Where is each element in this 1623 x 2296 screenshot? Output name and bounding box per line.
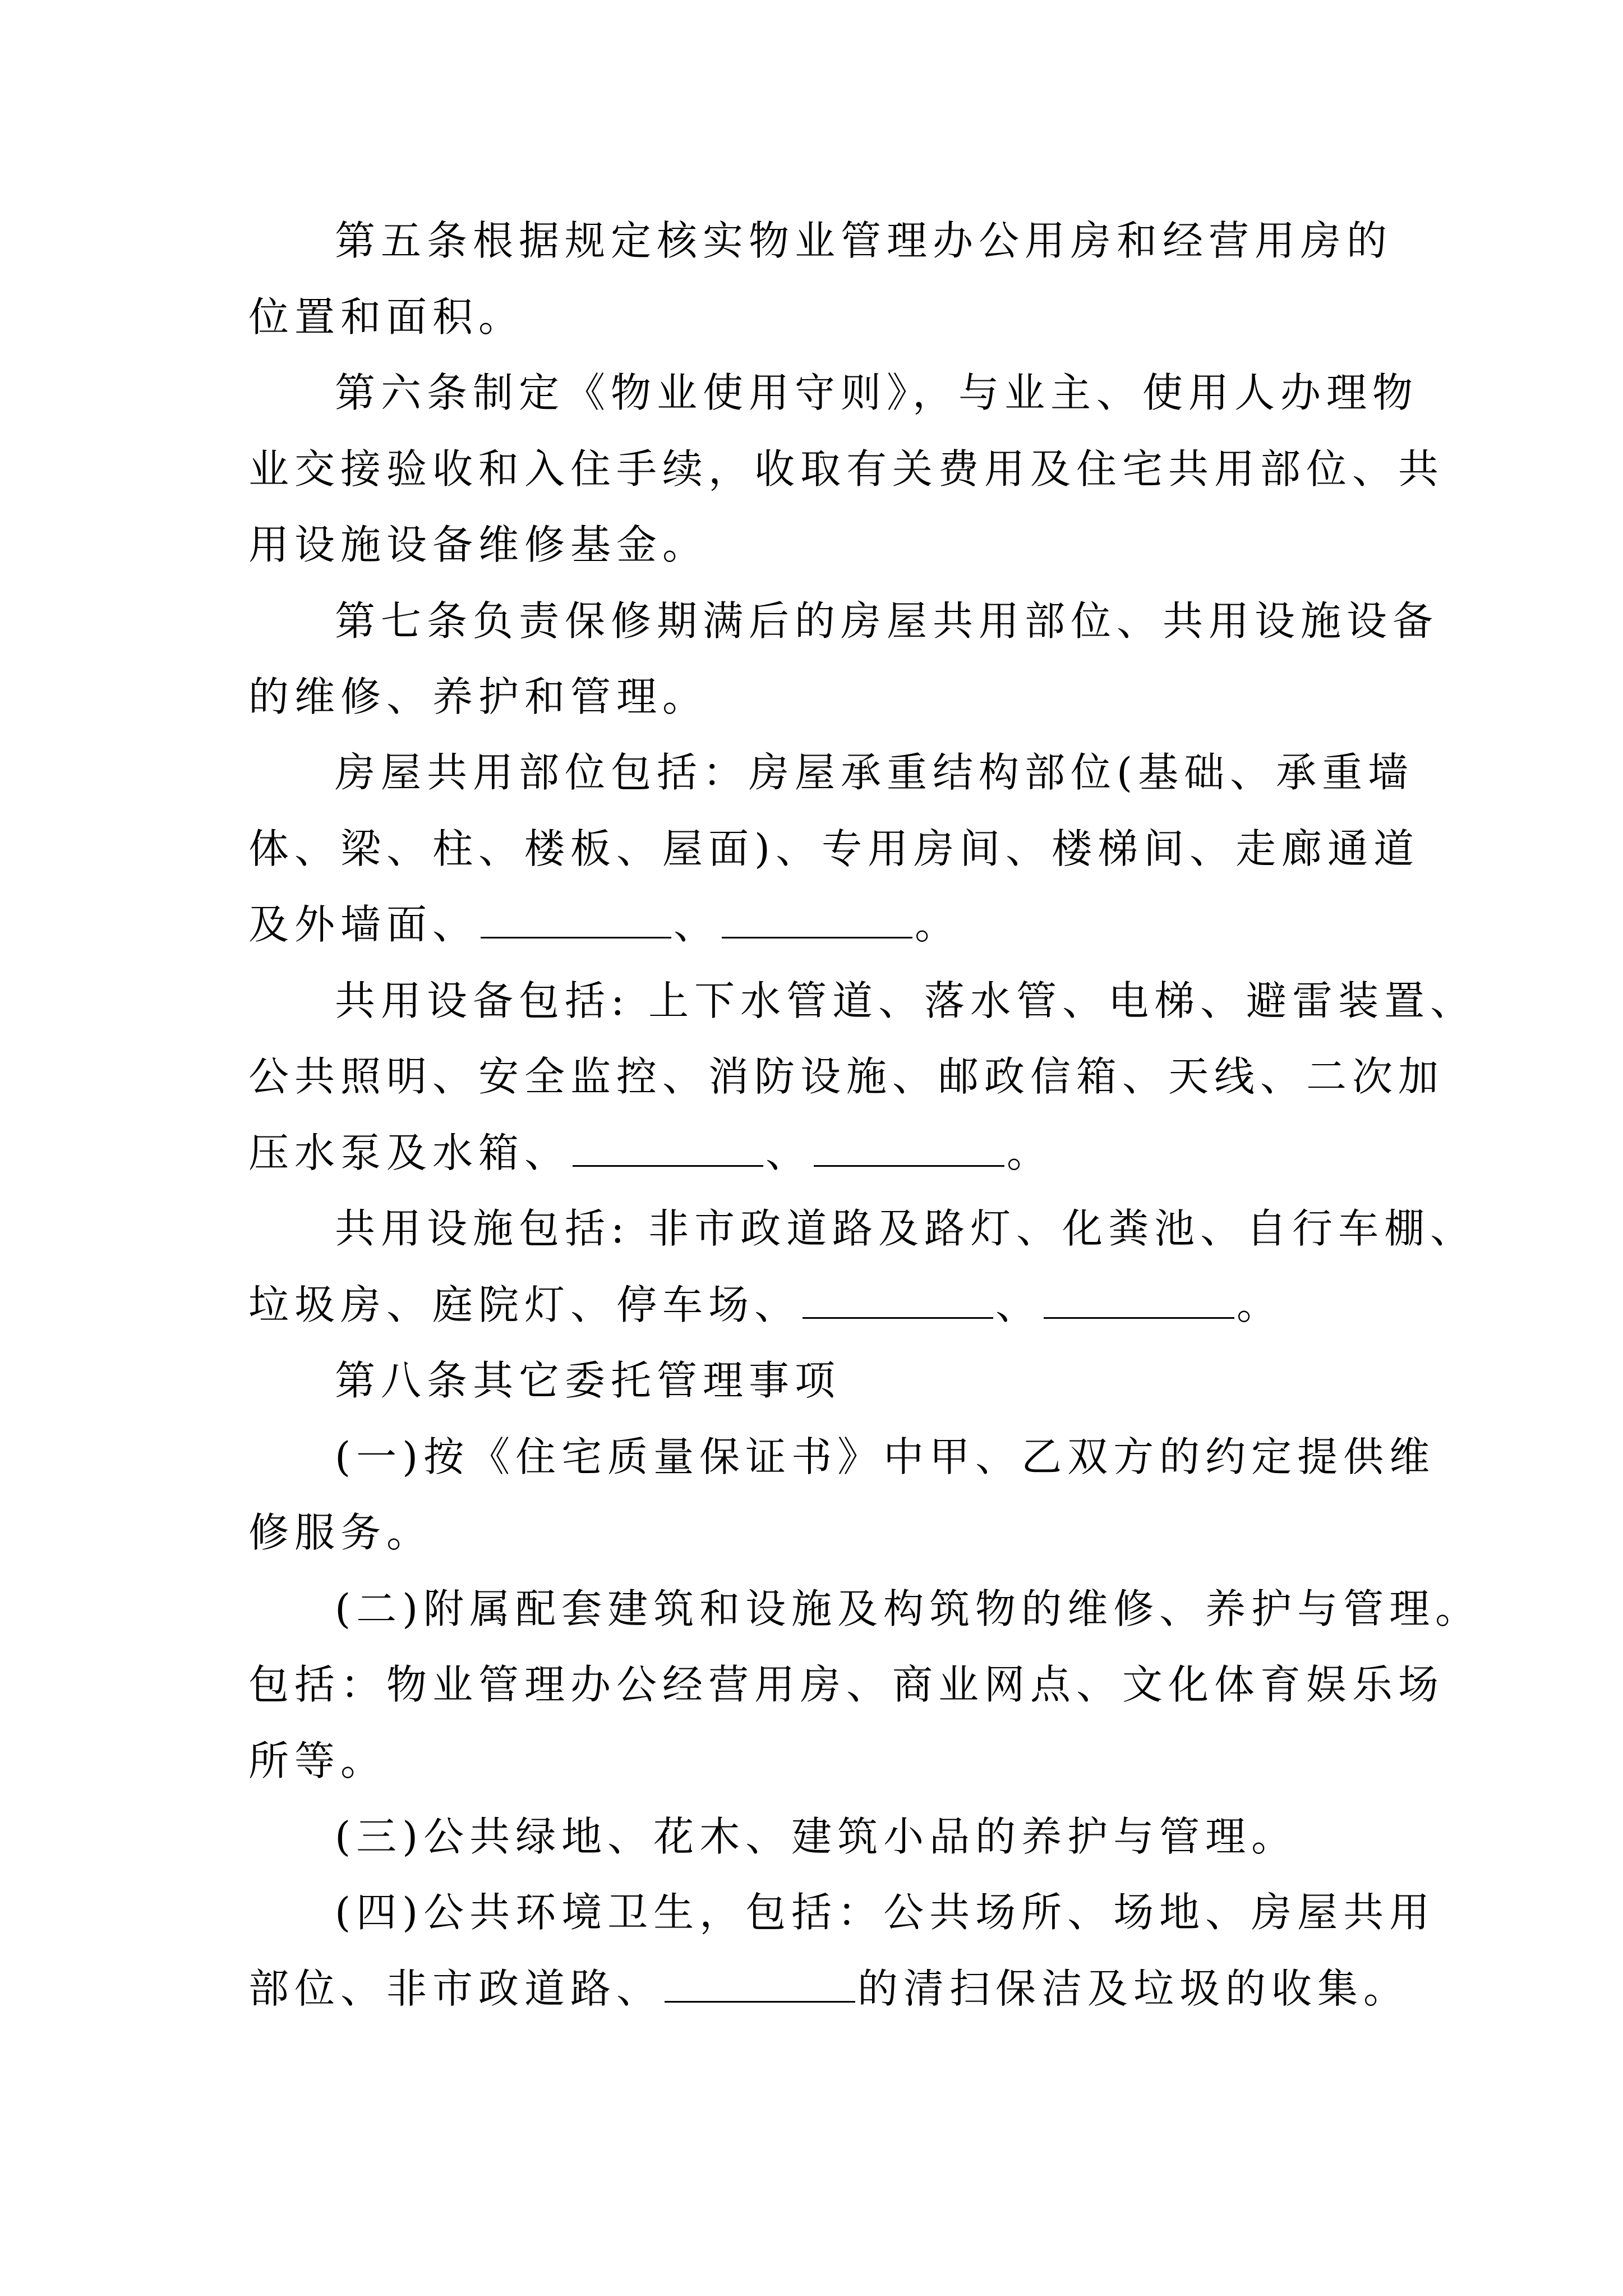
text-line: 所等。 — [248, 1737, 387, 1784]
text-line: 第五条根据规定核实物业管理办公用房和经营用房的 — [335, 217, 1393, 264]
text-line: 共用设施包括: 非市政道路及路灯、化粪池、自行车棚、 — [335, 1205, 1477, 1252]
text-line: 房屋共用部位包括：房屋承重结构部位(基础、承重墙 — [335, 749, 1414, 796]
text-segment: 。 — [1007, 1129, 1053, 1176]
text-segment: 的清扫保洁及垃圾的收集。 — [857, 1965, 1410, 2012]
text-line: 包括：物业管理办公经营用房、商业网点、文化体育娱乐场 — [248, 1661, 1445, 1708]
text-line: (四)公共环境卫生，包括：公共场所、场地、房屋共用 — [335, 1889, 1436, 1936]
text-segment: 、 — [766, 1129, 812, 1176]
fill-in-blank[interactable] — [722, 903, 912, 938]
fill-in-blank[interactable] — [1044, 1283, 1234, 1319]
text-line: 修服务。 — [248, 1509, 433, 1556]
fill-in-blank[interactable] — [573, 1131, 763, 1167]
text-line — [248, 899, 961, 950]
text-segment: 。 — [1237, 1281, 1283, 1328]
fill-in-blank[interactable] — [814, 1131, 1004, 1167]
text-line: 公共照明、安全监控、消防设施、邮政信箱、天线、二次加 — [248, 1053, 1445, 1100]
text-segment: 垃圾房、庭院灯、停车场、 — [248, 1281, 801, 1328]
text-segment: 部位、非市政道路、 — [248, 1965, 663, 2012]
text-segment: 。 — [915, 901, 961, 948]
text-line: 的维修、养护和管理。 — [248, 673, 709, 720]
text-line: 第六条制定《物业使用守则》，与业主、使用人办理物 — [335, 369, 1419, 416]
text-line: (三)公共绿地、花木、建筑小品的养护与管理。 — [335, 1813, 1298, 1860]
text-line: (一)按《住宅质量保证书》中甲、乙双方的约定提供维 — [335, 1433, 1436, 1480]
fill-in-blank[interactable] — [481, 903, 671, 938]
text-line: 第七条负责保修期满后的房屋共用部位、共用设施设备 — [335, 597, 1439, 645]
text-line: 业交接验收和入住手续，收取有关费用及住宅共用部位、共 — [248, 445, 1445, 493]
text-segment: 、 — [674, 901, 720, 948]
text-line: (二)附属配套建筑和设施及构筑物的维修、养护与管理。 — [335, 1585, 1482, 1632]
text-segment: 压水泵及水箱、 — [248, 1129, 571, 1176]
text-line: 用设施设备维修基金。 — [248, 521, 709, 568]
text-line: 第八条其它委托管理事项 — [335, 1357, 841, 1404]
text-line: 共用设备包括: 上下水管道、落水管、电梯、避雷装置、 — [335, 977, 1477, 1024]
text-line — [248, 1128, 1053, 1178]
text-line — [248, 1963, 1409, 2014]
text-line — [248, 1280, 1283, 1330]
text-segment: 及外墙面、 — [248, 901, 479, 948]
text-line: 体、梁、柱、楼板、屋面)、专用房间、楼梯间、走廊通道 — [248, 825, 1420, 872]
text-segment: 、 — [995, 1281, 1042, 1328]
fill-in-blank[interactable] — [803, 1283, 993, 1319]
text-line: 位置和面积。 — [248, 293, 525, 341]
fill-in-blank[interactable] — [665, 1967, 855, 2003]
